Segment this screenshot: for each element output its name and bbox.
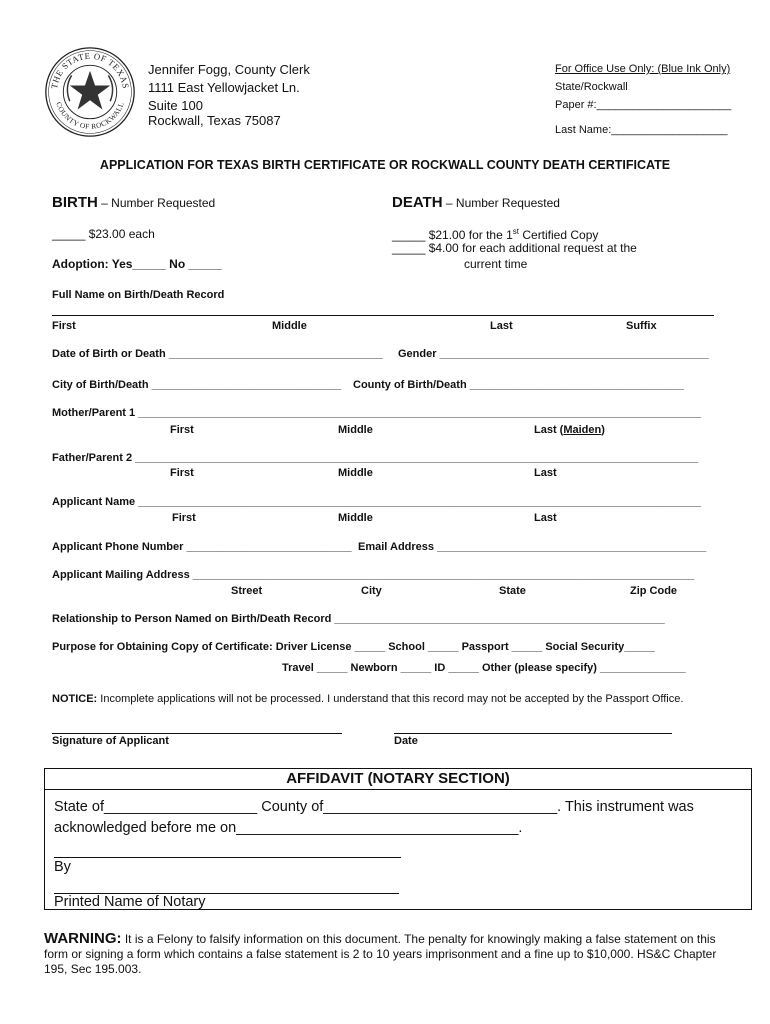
state-label: State xyxy=(499,585,526,597)
father-first-label: First xyxy=(170,467,194,479)
affidavit-state-county-field[interactable]: State of___________________ County of_____________________________. This instrument was xyxy=(54,799,694,815)
birth-fee-field[interactable]: _____ $23.00 each xyxy=(52,227,155,241)
fullname-line[interactable] xyxy=(52,315,714,316)
applicant-last-label: Last xyxy=(534,512,557,524)
gender-field[interactable]: Gender ____________________________________________ xyxy=(398,348,709,360)
notary-by-label: By xyxy=(54,859,71,875)
birth-heading: BIRTH – Number Requested xyxy=(52,194,216,211)
office-use-heading: For Office Use Only: (Blue Ink Only) xyxy=(555,63,731,75)
father-last-label: Last xyxy=(534,467,557,479)
mother-last-label: Last (Maiden) xyxy=(534,424,605,436)
office-paper: Paper #:______________________ xyxy=(555,99,732,111)
office-lastname: Last Name:___________________ xyxy=(555,124,728,136)
death-fee-current-time: current time xyxy=(464,257,528,271)
applicant-middle-label: Middle xyxy=(338,512,373,524)
mother-parent-field[interactable]: Mother/Parent 1 ____________________________________________________________________________________________ xyxy=(52,407,702,419)
street-label: Street xyxy=(231,585,263,597)
signature-label: Signature of Applicant xyxy=(52,735,169,747)
notary-by-line[interactable] xyxy=(54,857,401,858)
fullname-suffix-label: Suffix xyxy=(626,320,657,332)
purpose-field-line2[interactable]: Travel _____ Newborn _____ ID _____ Other (please specify) ______________ xyxy=(282,662,686,674)
seal-top-text: THE STATE OF TEXAS xyxy=(48,50,132,90)
signature-line[interactable] xyxy=(52,733,342,734)
notice-text: NOTICE: Incomplete applications will not be processed. I understand that this record may not be accepted by the Passport Office. xyxy=(52,693,684,705)
city-label: City xyxy=(361,585,382,597)
death-fee-additional-field[interactable]: _____ $4.00 for each additional request at the xyxy=(392,241,637,255)
email-address-field[interactable]: Email Address ____________________________________________ xyxy=(358,541,707,553)
date-label: Date xyxy=(394,735,418,747)
purpose-field[interactable]: Purpose for Obtaining Copy of Certificate: Driver License _____ School _____ Passport _____ Social Security_____ xyxy=(52,641,655,653)
fullname-first-label: First xyxy=(52,320,76,332)
mother-middle-label: Middle xyxy=(338,424,373,436)
applicant-first-label: First xyxy=(172,512,196,524)
adoption-field[interactable]: Adoption: Yes_____ No _____ xyxy=(52,257,222,271)
county-of-birth-field[interactable]: County of Birth/Death ___________________________________ xyxy=(353,379,684,391)
clerk-address2: Suite 100 xyxy=(148,98,203,113)
notary-printed-name-label: Printed Name of Notary xyxy=(54,894,206,910)
svg-text:COUNTY OF ROCKWALL xyxy=(54,101,125,131)
fullname-middle-label: Middle xyxy=(272,320,307,332)
city-of-birth-field[interactable]: City of Birth/Death _______________________________ xyxy=(52,379,342,391)
affidavit-acknowledged-field[interactable]: acknowledged before me on___________________________________. xyxy=(54,820,523,836)
date-of-birth-field[interactable]: Date of Birth or Death ___________________________________ xyxy=(52,348,383,360)
seal-bottom-text: COUNTY OF ROCKWALL xyxy=(54,100,126,131)
mother-first-label: First xyxy=(170,424,194,436)
star-icon xyxy=(70,71,110,110)
texas-county-seal xyxy=(44,46,136,138)
death-heading: DEATH – Number Requested xyxy=(392,194,560,211)
warning-text: WARNING: It is a Felony to falsify information on this document. The penalty for knowingly making a false statement on this form or signing a form which contains a false statement is 2 to 10 years imprisonment and a fine up to $10,000. HS&C Chapter 195, Sec 195.003. xyxy=(44,930,717,976)
mailing-address-field[interactable]: Applicant Mailing Address __________________________________________________________________________________ xyxy=(52,569,695,581)
clerk-name: Jennifer Fogg, County Clerk xyxy=(148,62,310,77)
clerk-city: Rockwall, Texas 75087 xyxy=(148,113,281,128)
applicant-phone-field[interactable]: Applicant Phone Number ___________________________ xyxy=(52,541,352,553)
zip-code-label: Zip Code xyxy=(630,585,678,597)
father-middle-label: Middle xyxy=(338,467,373,479)
father-parent-field[interactable]: Father/Parent 2 ____________________________________________________________________________________________ xyxy=(52,452,698,464)
death-fee-first-field[interactable]: _____ $21.00 for the 1st Certified Copy xyxy=(392,227,599,242)
fullname-label: Full Name on Birth/Death Record xyxy=(52,289,225,301)
fullname-last-label: Last xyxy=(490,320,513,332)
clerk-address1: 1111 East Yellowjacket Ln. xyxy=(148,80,300,95)
date-line[interactable] xyxy=(394,733,672,734)
form-title: APPLICATION FOR TEXAS BIRTH CERTIFICATE OR ROCKWALL COUNTY DEATH CERTIFICATE xyxy=(99,158,671,172)
office-state: State/Rockwall xyxy=(555,81,628,93)
affidavit-title: AFFIDAVIT (NOTARY SECTION) xyxy=(44,768,752,790)
relationship-field[interactable]: Relationship to Person Named on Birth/Death Record ______________________________________________________ xyxy=(52,613,665,625)
applicant-name-field[interactable]: Applicant Name ____________________________________________________________________________________________ xyxy=(52,496,702,508)
